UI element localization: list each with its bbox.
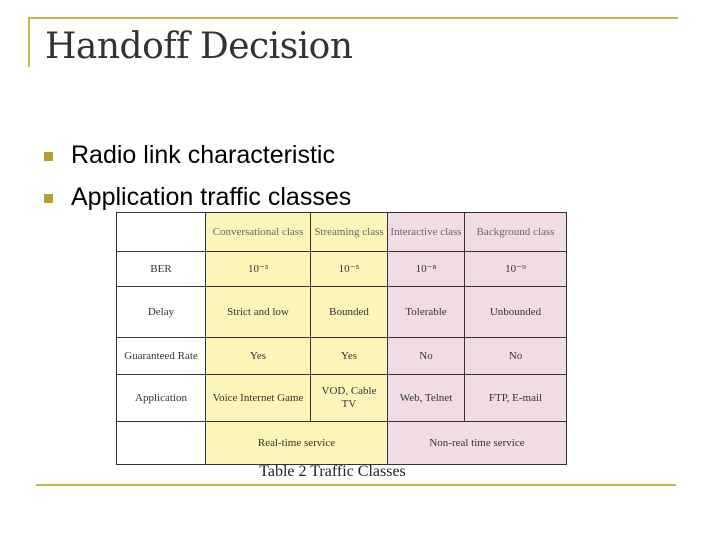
table-row: [117, 287, 567, 338]
table-cell: 10⁻⁵: [311, 252, 388, 287]
table-cell: Bounded: [311, 287, 388, 338]
table-cell: Yes: [206, 338, 311, 375]
table-corner-cell: [117, 213, 206, 252]
bullet-text: Application traffic classes: [71, 182, 352, 211]
service-row: [117, 422, 567, 465]
square-bullet-icon: [44, 194, 53, 203]
table-cell: Strict and low: [206, 287, 311, 338]
table-header-row: [117, 213, 567, 252]
row-label: Guaranteed Rate: [117, 338, 206, 375]
frame-top-line: [28, 17, 678, 19]
table-cell: 10⁻³: [206, 252, 311, 287]
table-row: [117, 338, 567, 375]
table-caption: Table 2 Traffic Classes: [259, 463, 406, 480]
nonrealtime-service-cell: Non-real time service: [388, 422, 567, 465]
bullet-list: [44, 134, 351, 218]
table-row: [117, 375, 567, 422]
table-cell: No: [388, 338, 465, 375]
table-row: [117, 252, 567, 287]
header-conversational: Conversational class: [206, 213, 311, 252]
header-streaming: Streaming class: [311, 213, 388, 252]
table-cell: Unbounded: [465, 287, 567, 338]
square-bullet-icon: [44, 152, 53, 161]
row-label: BER: [117, 252, 206, 287]
realtime-service-cell: Real-time service: [206, 422, 388, 465]
traffic-classes-table: [116, 212, 567, 465]
table-cell: Yes: [311, 338, 388, 375]
table-cell: 10⁻⁹: [465, 252, 567, 287]
bullet-text: Radio link characteristic: [71, 140, 335, 169]
table-cell: VOD, Cable TV: [311, 375, 388, 422]
header-interactive: Interactive class: [388, 213, 465, 252]
table-cell: Web, Telnet: [388, 375, 465, 422]
row-label: Delay: [117, 287, 206, 338]
frame-bottom-line: [36, 484, 676, 486]
table-cell: FTP, E-mail: [465, 375, 567, 422]
bullet-item: [44, 134, 351, 176]
row-label: Application: [117, 375, 206, 422]
header-background: Background class: [465, 213, 567, 252]
table-cell: Tolerable: [388, 287, 465, 338]
table-cell: No: [465, 338, 567, 375]
service-row-empty-cell: [117, 422, 206, 465]
table-cell: Voice Internet Game: [206, 375, 311, 422]
table-cell: 10⁻⁸: [388, 252, 465, 287]
slide-title: Handoff Decision: [45, 26, 353, 67]
frame-left-line: [28, 17, 30, 67]
